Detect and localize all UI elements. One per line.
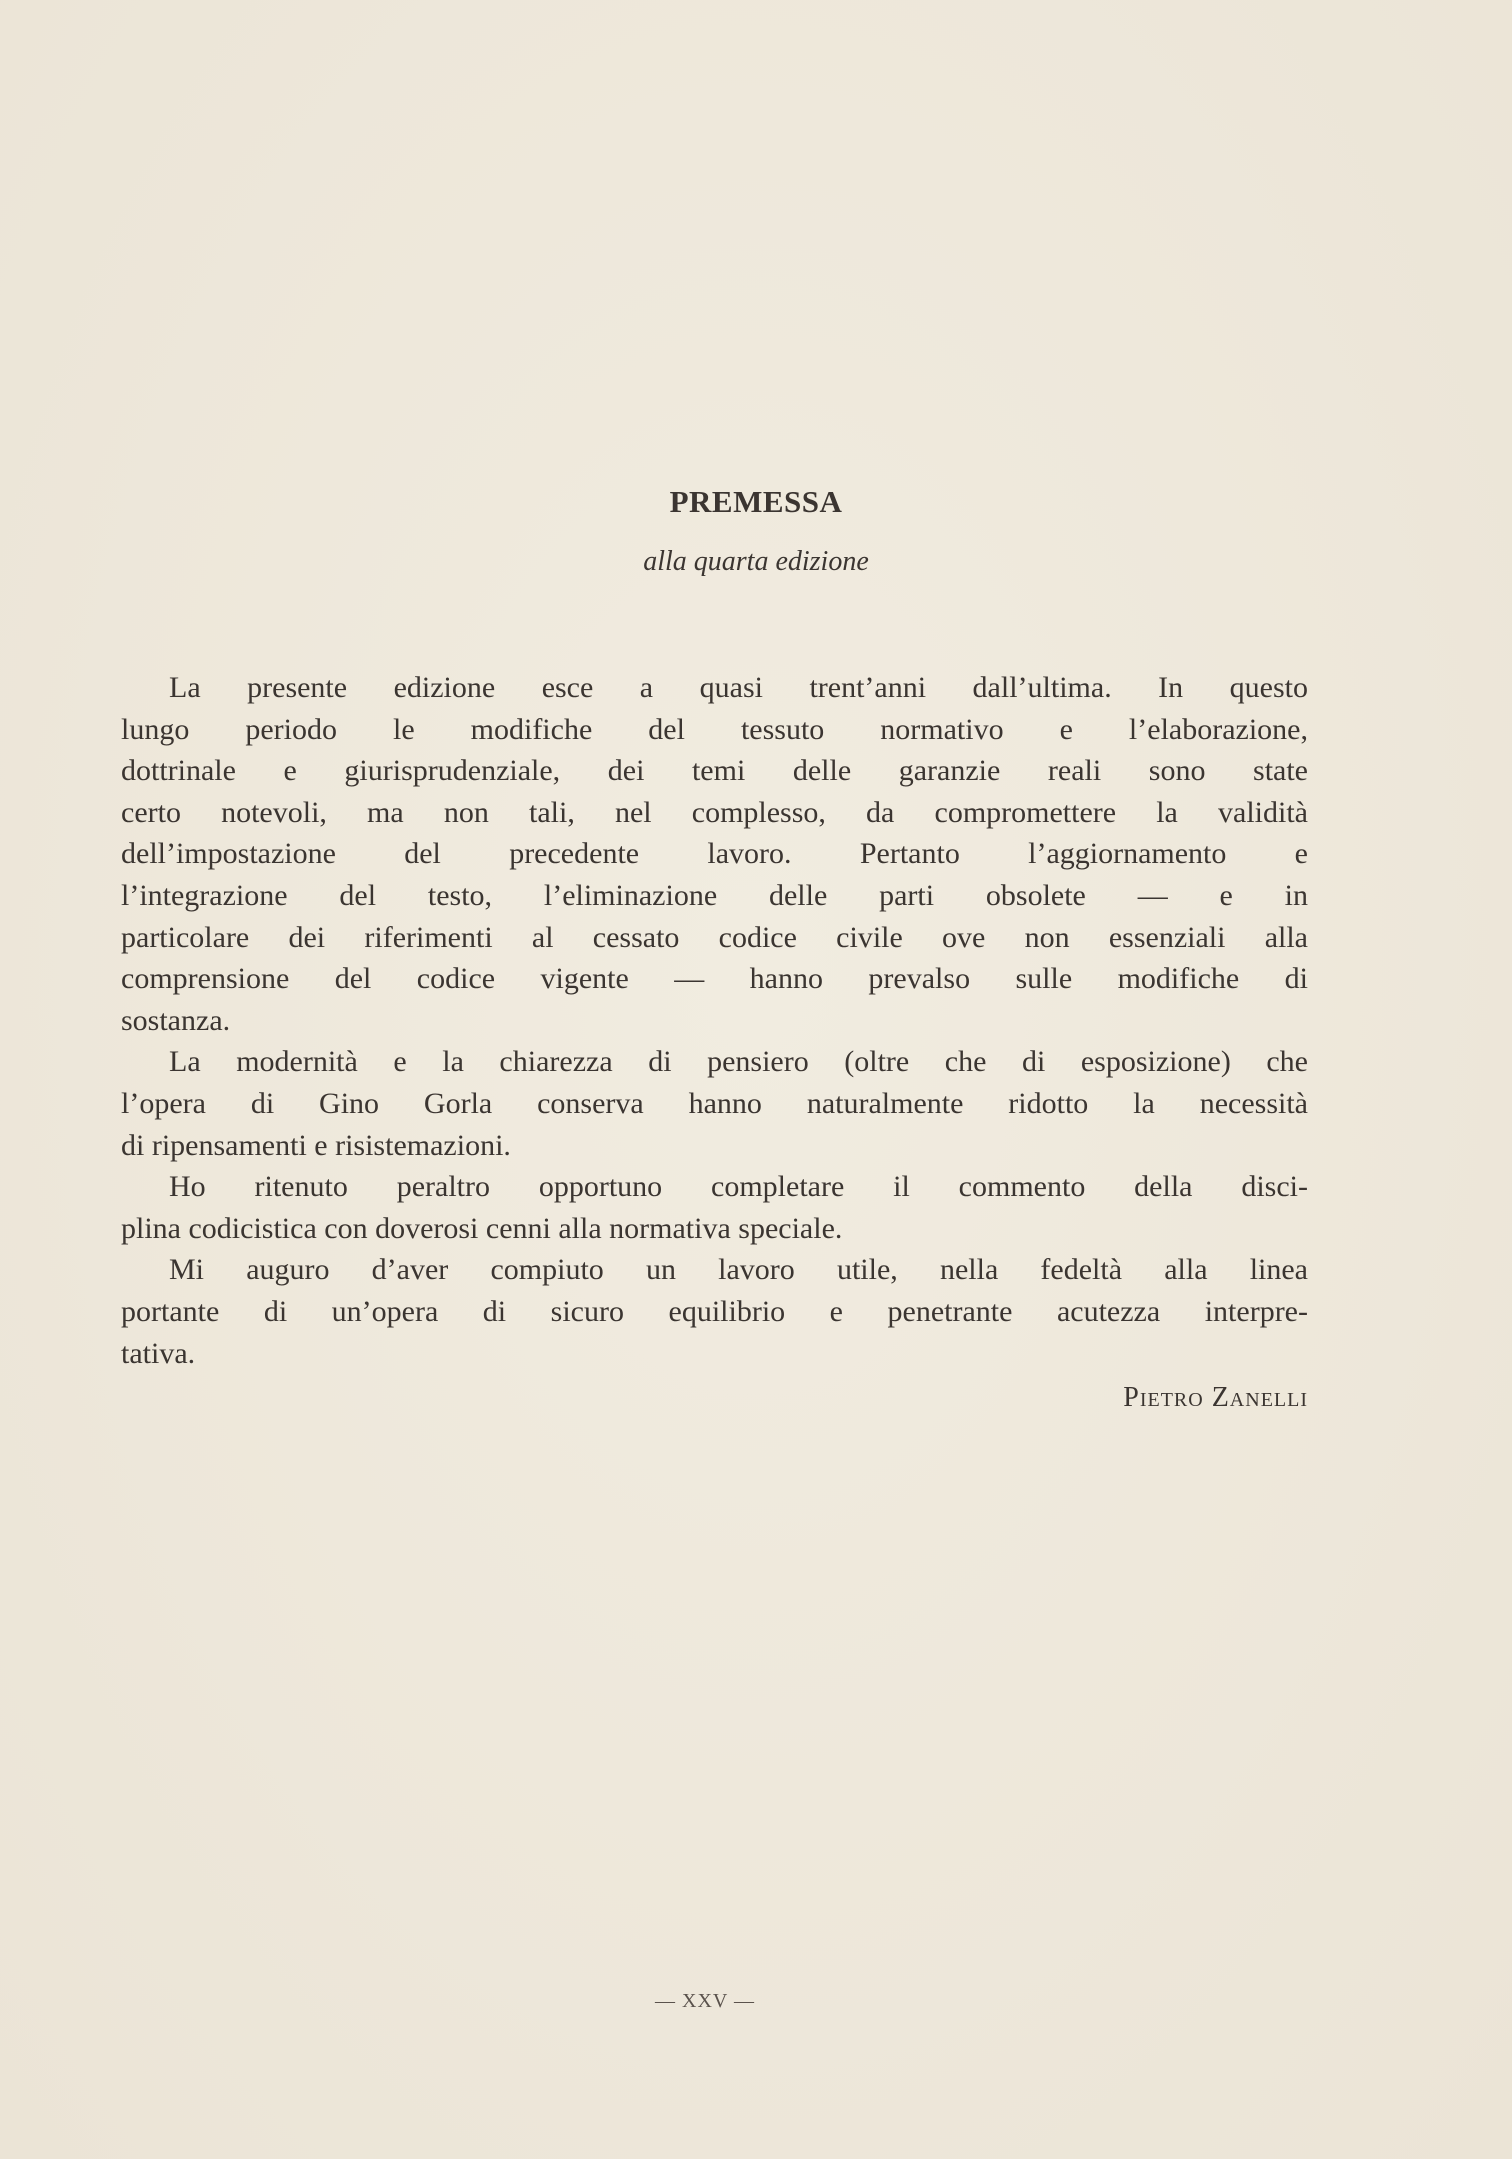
page-subtitle: alla quarta edizione (643, 546, 869, 577)
page-title: PREMESSA (669, 484, 843, 519)
text-line: l’opera di Gino Gorla conserva hanno naturalmente ridotto la necessità (121, 1086, 1308, 1120)
text-line: dell’impostazione del precedente lavoro. Pertanto l’aggiornamento e (121, 837, 1308, 871)
text-line: La modernità e la chiarezza di pensiero (oltre che di esposizione) che (169, 1045, 1308, 1079)
text-line: l’integrazione del testo, l’eliminazione delle parti obsolete — e in (121, 878, 1308, 912)
text-line: comprensione del codice vigente — hanno prevalso sulle modifiche di (121, 962, 1308, 996)
text-line: certo notevoli, ma non tali, nel complesso, da compromettere la validità (121, 795, 1308, 829)
text-line: lungo periodo le modifiche del tessuto normativo e l’elaborazione, (121, 712, 1308, 746)
text-line: dottrinale e giurisprudenziale, dei temi delle garanzie reali sono state (121, 754, 1308, 788)
page-number: — XXV — (655, 1990, 755, 2012)
preface-body (121, 667, 1308, 1374)
text-line: particolare dei riferimenti al cessato codice civile ove non essenziali alla (121, 920, 1308, 954)
text-line: sostanza. (121, 1003, 231, 1037)
text-line: tativa. (121, 1336, 196, 1370)
text-line: portante di un’opera di sicuro equilibrio e penetrante acutezza interpre- (121, 1294, 1308, 1328)
text-line: Ho ritenuto peraltro opportuno completare il commento della disci- (169, 1170, 1308, 1204)
text-line: plina codicistica con doverosi cenni alla normativa speciale. (121, 1211, 843, 1245)
text-line: La presente edizione esce a quasi trent’anni dall’ultima. In questo (169, 671, 1308, 704)
text-line: di ripensamenti e risistemazioni. (121, 1128, 511, 1162)
text-line: Mi auguro d’aver compiuto un lavoro utile, nella fedeltà alla linea (169, 1253, 1308, 1287)
author-signature: Pietro Zanelli (1123, 1382, 1308, 1413)
